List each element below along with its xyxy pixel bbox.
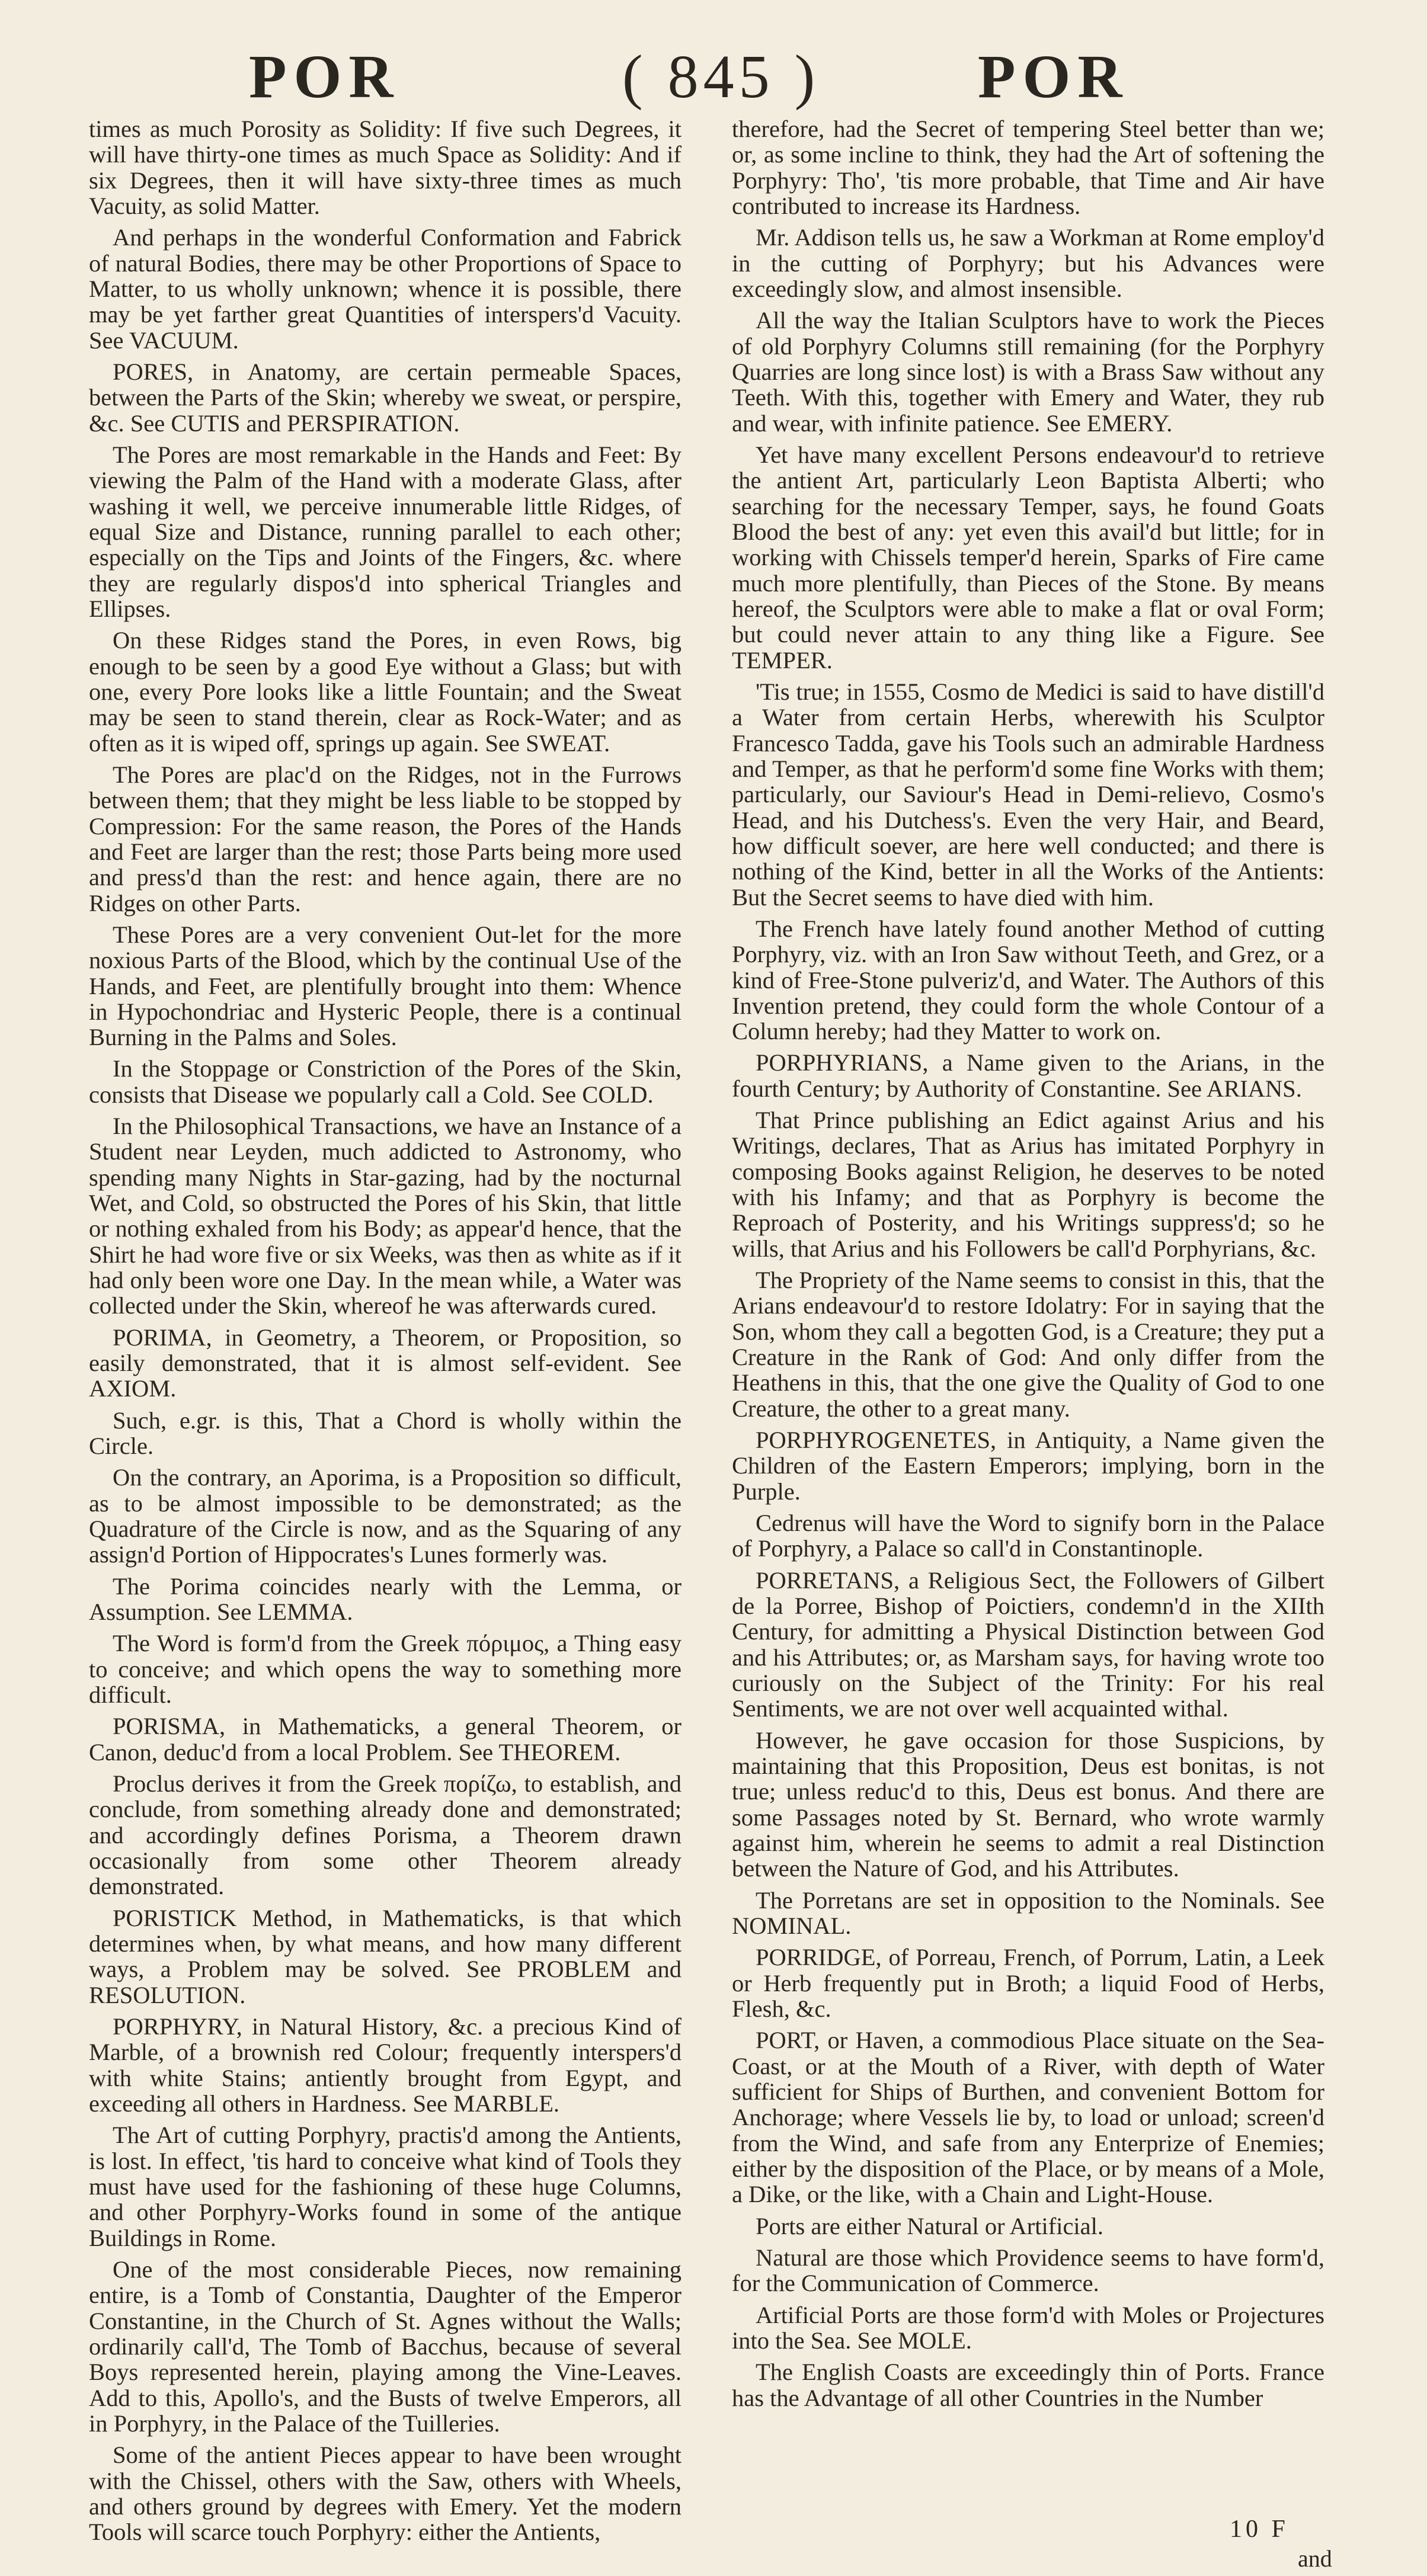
paragraph: times as much Porosity as Solidity: If five such Degrees, it will have thirty-one times as much Space as Solidity: And if six Degrees, then it will have sixty-three times as much Vacuity, as solid Matter. [89, 116, 681, 219]
paragraph: Yet have many excellent Persons endeavour'd to retrieve the antient Art, particularly Leon Baptista Alberti; who searching for the necessary Temper, says, he found Goats Blood the best of any: yet even this avail'd but little; for in working with Chissels temper'd herein, Sparks of Fire came much more plentifully, than Pieces of the Stone. By means hereof, the Sculptors were able to make a flat or oval Form; but could never attain to any thing like a Figure. See TEMPER. [732, 441, 1324, 674]
running-head-right: POR [978, 43, 1130, 111]
paragraph: And perhaps in the wonderful Conformation and Fabrick of natural Bodies, there may be other Proportions of Space to Matter, to us wholly unknown; whence it is possible, there may be yet farther great Quantities of interspers'd Vacuity. See VACUUM. [89, 224, 681, 354]
paragraph: The French have lately found another Method of cutting Porphyry, viz. with an Iron Saw without Teeth, and Grez, or a kind of Free-Stone pulveriz'd, and Water. The Authors of this Invention pretend, they could form the whole Contour of a Column hereby; had they Matter to work on. [732, 915, 1324, 1045]
paragraph: PORRIDGE, of Porreau, French, of Porrum, Latin, a Leek or Herb frequently put in Broth; a liquid Food of Herbs, Flesh, &c. [732, 1944, 1324, 2022]
paragraph: The Pores are most remarkable in the Hands and Feet: By viewing the Palm of the Hand with a moderate Glass, after washing it well, we perceive innumerable little Ridges, of equal Size and Distance, running parallel to each other; especially on the Tips and Joints of the Fingers, &c. where they are regularly dispos'd into spherical Triangles and Ellipses. [89, 441, 681, 622]
paragraph: The Art of cutting Porphyry, practis'd among the Antients, is lost. In effect, 'tis hard to conceive what kind of Tools they must have used for the fashioning of these huge Columns, and other Porphyry-Works found in some of the antique Buildings in Rome. [89, 2122, 681, 2251]
catchword: and [1298, 2545, 1332, 2572]
paragraph: PORPHYROGENETES, in Antiquity, a Name given the Children of the Eastern Emperors; implying, born in the Purple. [732, 1427, 1324, 1505]
paragraph: Some of the antient Pieces appear to have been wrought with the Chissel, others with the Saw, others with Wheels, and others ground by degrees with Emery. Yet the modern Tools will scarce touch Porphyry: either the Antients, [89, 2442, 681, 2546]
paragraph: Such, e.gr. is this, That a Chord is wholly within the Circle. [89, 1406, 681, 1460]
paragraph: Natural are those which Providence seems to have form'd, for the Communication of Commerce. [732, 2244, 1324, 2297]
paragraph: The Word is form'd from the Greek πόριμος, a Thing easy to conceive; and which opens the way to something more difficult. [89, 1630, 681, 1709]
paragraph: On these Ridges stand the Pores, in even Rows, big enough to be seen by a good Eye without a Glass; but with one, every Pore looks like a little Fountain; and the Sweat may be seen to stand therein, clear as Rock-Water; and as often as it is wiped off, springs up again. See SWEAT. [89, 627, 681, 757]
paragraph: All the way the Italian Sculptors have to work the Pieces of old Porphyry Columns still remaining (for the Porphyry Quarries are long since lost) is with a Brass Saw without any Teeth. With this, together with Emery and Water, they rub and wear, with infinite patience. See EMERY. [732, 307, 1324, 437]
running-head-left: POR [249, 43, 401, 111]
paragraph: Ports are either Natural or Artificial. [756, 2212, 1104, 2239]
paragraph: The English Coasts are exceedingly thin of Ports. France has the Advantage of all other Countries in the Number [732, 2359, 1324, 2411]
paragraph: therefore, had the Secret of tempering Steel better than we; or, as some incline to think, they had the Art of softening the Porphyry: Tho', 'tis more probable, that Time and Air have contributed to increase its Hardness. [732, 116, 1324, 219]
paragraph: In the Stoppage or Constriction of the Pores of the Skin, consists that Disease we popularly call a Cold. See COLD. [89, 1055, 681, 1108]
paragraph: The Porretans are set in opposition to the Nominals. See NOMINAL. [732, 1886, 1324, 1939]
paragraph: PORT, or Haven, a commodious Place situate on the Sea-Coast, or at the Mouth of a River, with depth of Water sufficient for Ships of Burthen, and convenient Bottom for Anchorage; where Vessels lie by, to load or unload; screen'd from the Wind, and safe from any Enterprize of Enemies; either by the disposition of the Place, or by means of a Mole, a Dike, or the like, with a Chain and Light-House. [732, 2027, 1324, 2208]
paragraph: PORPHYRY, in Natural History, &c. a precious Kind of Marble, of a brownish red Colour; frequently interspers'd with white Stains; antiently brought from Egypt, and exceeding all others in Hardness. See MARBLE. [89, 2013, 681, 2117]
page-number: ( 845 ) [622, 43, 820, 111]
paragraph: The Pores are plac'd on the Ridges, not in the Furrows between them; that they might be less liable to be stopped by Compression: For the same reason, the Pores of the Hands and Feet are larger than the rest; those Parts being more used and press'd than the rest: and hence again, there are no Ridges on other Parts. [89, 761, 681, 917]
paragraph: PORPHYRIANS, a Name given to the Arians, in the fourth Century; by Authority of Constantine. See ARIANS. [732, 1049, 1324, 1102]
paragraph: Artificial Ports are those form'd with Moles or Projectures into the Sea. See MOLE. [732, 2301, 1324, 2354]
paragraph: These Pores are a very convenient Out-let for the more noxious Parts of the Blood, which by the continual Use of the Hands, and Feet, are plentifully brought into them: Whence in Hypochondriac and Hysteric People, there is a continual Burning in the Palms and Soles. [89, 921, 681, 1051]
paragraph: The Porima coincides nearly with the Lemma, or Assumption. See LEMMA. [89, 1572, 681, 1626]
paragraph: PORISTICK Method, in Mathematicks, is that which determines when, by what means, and how many different ways, a Problem may be solved. See PROBLEM and RESOLUTION. [89, 1904, 681, 2008]
paragraph: The Propriety of the Name seems to consist in this, that the Arians endeavour'd to restore Idolatry: For in saying that the Son, whom they call a begotten God, is a Creature; they put a Creature in the Rank of God: And only differ from the Heathens in this, that the one give the Quality of God to one Creature, the other to a great many. [732, 1267, 1324, 1422]
right-column [732, 116, 1324, 2504]
paragraph: PORRETANS, a Religious Sect, the Followers of Gilbert de la Porree, Bishop of Poictiers, condemn'd in the XIIth Century, for admitting a Physical Distinction between God and his Attributes; or, as Marsham says, for having wrote too curiously on the Subject of the Trinity: For his real Sentiments, we are not over well acquainted withal. [732, 1566, 1324, 1722]
paragraph: PORIMA, in Geometry, a Theorem, or Proposition, so easily demonstrated, that it is almost self-evident. See AXIOM. [89, 1324, 681, 1402]
paragraph: PORES, in Anatomy, are certain permeable Spaces, between the Parts of the Skin; whereby we sweat, or perspire, &c. See CUTIS and PERSPIRATION. [89, 358, 681, 437]
paragraph: 'Tis true; in 1555, Cosmo de Medici is said to have distill'd a Water from certain Herbs, wherewith his Sculptor Francesco Tadda, gave his Tools such an admirable Hardness and Temper, as that he perform'd some fine Works with them; particularly, our Saviour's Head in Demi-relievo, Cosmo's Head, and his Dutchess's. Even the very Hair, and Beard, how difficult soever, are here well conducted; and there is nothing of the Kind, better in all the Works of the Antients: But the Secret seems to have died with him. [732, 678, 1324, 911]
paragraph: One of the most considerable Pieces, now remaining entire, is a Tomb of Constantia, Daughter of the Emperor Constantine, in the Church of St. Agnes without the Walls; ordinarily call'd, The Tomb of Bacchus, because of several Boys represented herein, playing among the Vine-Leaves. Add to this, Apollo's, and the Busts of twelve Emperors, all in Porphyry, in the Palace of the Tuilleries. [89, 2255, 681, 2437]
paragraph: That Prince publishing an Edict against Arius and his Writings, declares, That as Arius has imitated Porphyry in composing Books against Religion, he deserves to be noted with his Infamy; and that as Porphyry is become the Reproach of Posterity, and his Writings suppress'd; so he wills, that Arius and his Followers be call'd Porphyrians, &c. [732, 1107, 1324, 1262]
paragraph: Mr. Addison tells us, he saw a Workman at Rome employ'd in the cutting of Porphyry; but his Advances were exceedingly slow, and almost insensible. [732, 224, 1324, 302]
paragraph: PORISMA, in Mathematicks, a general Theorem, or Canon, deduc'd from a local Problem. See THEOREM. [89, 1713, 681, 1766]
paragraph: However, he gave occasion for those Suspicions, by maintaining that this Proposition, Deus est bonitas, is not true; unless reduc'd to this, Deus est bonus. And there are some Passages noted by St. Bernard, who wrote warmly against him, wherein he seems to admit a real Distinction between the Nature of God, and his Attributes. [732, 1726, 1324, 1882]
paragraph: In the Philosophical Transactions, we have an Instance of a Student near Leyden, much addicted to Astronomy, who spending many Nights in Star-gazing, had by the nocturnal Wet, and Cold, so obstructed the Pores of his Skin, that little or nothing exhaled from his Body; as appear'd hence, that the Shirt he had wore five or six Weeks, was then as white as if it had only been wore one Day. In the mean while, a Water was collected under the Skin, whereof he was afterwards cured. [89, 1113, 681, 1319]
paragraph: Cedrenus will have the Word to signify born in the Palace of Porphyry, a Palace so call'd in Constantinople. [732, 1510, 1324, 1562]
signature-mark: 10 F [1230, 2516, 1289, 2543]
paragraph: Proclus derives it from the Greek πορίζω, to establish, and conclude, from something already done and demonstrated; and accordingly defines Porisma, a Theorem drawn occasionally from some other Theorem already demonstrated. [89, 1770, 681, 1900]
paragraph: On the contrary, an Aporima, is a Proposition so difficult, as to be almost impossible to be demonstrated; as the Quadrature of the Circle is now, and as the Squaring of any assign'd Portion of Hippocrates's Lunes formerly was. [89, 1464, 681, 1568]
left-column [89, 116, 681, 2546]
